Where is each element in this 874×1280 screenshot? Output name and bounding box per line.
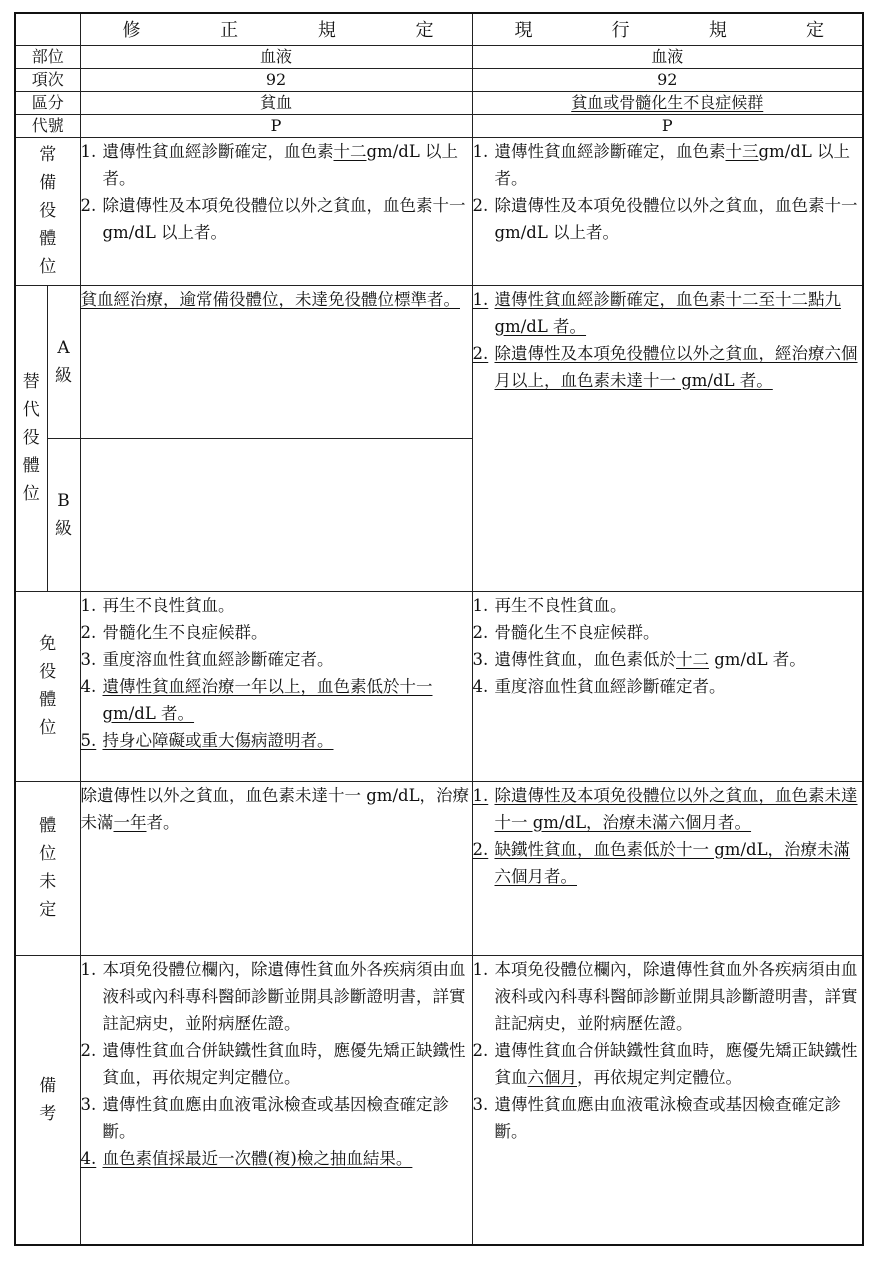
header-amended-char: 正 [220,20,239,42]
item-number: 1. [472,595,489,615]
item-underlined: 十二 [333,141,367,161]
alt-b-new [80,438,472,591]
item-text: 重度溶血性貧血經診斷確定者。 [102,649,334,669]
grade-a-label [47,285,80,438]
item-number: 2. [472,1040,489,1060]
item-text: gm/dL 者。 [709,649,806,669]
list-item [473,1091,863,1145]
item-number: 2. [80,195,97,215]
list-item [473,592,863,619]
item-number: 2. [80,1040,97,1060]
row-item [15,68,863,91]
item-underlined: 血色素值採最近一次體(複)檢之抽血結果。 [102,1148,413,1168]
row-label: 項次 [15,68,80,91]
item-number: 2. [472,622,489,642]
row-remarks [15,955,863,1245]
list-item [81,646,472,673]
exempt-old [472,591,863,781]
item-underlined: 遺傳性貧血經診斷確定，血色素十二至十二點九 gm/dL 者。 [494,289,841,336]
remarks-new [80,955,472,1245]
item-underlined: 持身心障礙或重大傷病證明者。 [102,730,334,750]
label-char: 役 [39,201,57,221]
item-number: 4. [80,676,97,696]
list-item [473,673,863,700]
label-char: 定 [39,900,57,920]
cell-new: 貧血 [80,91,472,114]
alt-old [472,285,863,591]
list-item [81,592,472,619]
item-text: 遺傳性貧血應由血液電泳檢查或基因檢查確定診斷。 [494,1094,841,1141]
item-number: 2. [472,343,489,363]
item-text: 本項免役體位欄內，除遺傳性貧血外各疾病須由血液科或內科專科醫師診斷並開具診斷證明書，詳實註記病史，並附病歷佐證。 [494,959,858,1033]
item-number: 5. [80,730,97,750]
grade-b-label [47,438,80,591]
regular-new [80,137,472,285]
cell-new: 92 [80,68,472,91]
list-item [81,619,472,646]
item-text: 遺傳性貧血經診斷確定，血色素 [494,141,726,161]
header-current-char: 行 [611,20,630,42]
header-corner [15,13,80,45]
list-item [81,192,472,246]
label-char: 級 [55,518,72,539]
row-code [15,114,863,137]
item-number: 3. [80,1094,97,1114]
label-char: 位 [39,257,57,277]
list-item [473,646,863,673]
item-text: 再生不良性貧血。 [102,595,235,615]
section-label-exempt [15,591,80,781]
item-underlined: 缺鐵性貧血，血色素低於十一 gm/dL，治療未滿六個月者。 [494,839,851,886]
item-text: gm/dL 以上者。 [494,141,851,188]
list-item [81,1091,472,1145]
list-item [81,727,472,754]
item-number: 3. [472,649,489,669]
remarks-old [472,955,863,1245]
item-number: 3. [472,1094,489,1114]
item-text: gm/dL 以上者。 [102,141,459,188]
label-char: 體 [22,456,40,476]
undetermined-old [472,781,863,955]
item-number: 3. [80,649,97,669]
row-undetermined [15,781,863,955]
item-number: 4. [472,676,489,696]
section-label-undetermined [15,781,80,955]
item-underlined: 除遺傳性及本項免役體位以外之貧血，經治療六個月以上，血色素未達十一 gm/dL 者。 [494,343,858,390]
label-char: 未 [39,872,57,892]
item-number: 1. [80,595,97,615]
item-number: 1. [80,141,97,161]
row-label: 部位 [15,45,80,68]
alt-a-new-text: 貧血經治療，逾常備役體位，未達免役體位標準者。 [80,289,460,309]
label-char: 體 [39,690,57,710]
label-char: 備 [39,173,57,193]
list-item [473,619,863,646]
item-number: 1. [80,959,97,979]
header-current-char: 定 [805,20,824,42]
label-char: 備 [39,1075,57,1096]
list-item [473,956,863,1037]
item-number: 2. [80,622,97,642]
cell-new: 血液 [80,45,472,68]
item-number: 4. [80,1148,97,1168]
item-number: 1. [472,785,489,805]
item-text: 除遺傳性及本項免役體位以外之貧血，血色素十一 gm/dL 以上者。 [494,195,858,242]
cell-new: P [80,114,472,137]
item-text: 遺傳性貧血應由血液電泳檢查或基因檢查確定診斷。 [102,1094,449,1141]
undetermined-new [80,781,472,955]
list-item [81,1145,472,1172]
item-text: 遺傳性貧血經診斷確定，血色素 [102,141,334,161]
label-char: 體 [39,229,57,249]
item-text: 遺傳性貧血，血色素低於 [494,649,676,669]
cell-old [472,91,863,114]
list-item [473,192,863,246]
header-amended-char: 定 [415,20,434,42]
item-text: 遺傳性貧血合併缺鐵性貧血時，應優先矯正缺鐵性貧血，再依規定判定體位。 [102,1040,466,1087]
section-label-remarks [15,955,80,1245]
item-underlined: 六個月 [527,1067,577,1087]
label-char: 役 [39,662,57,682]
label-char: 位 [39,718,57,738]
regular-old [472,137,863,285]
item-text: 除遺傳性以外之貧血，血色素未達十一 gm/dL，治療未滿 [80,785,470,832]
label-char: 常 [39,145,57,165]
label-char: 體 [39,816,57,836]
cell-old: P [472,114,863,137]
cell-old: 92 [472,68,863,91]
row-alt-a [15,285,863,438]
label-char: 位 [39,844,57,864]
comparison-table [14,12,864,1246]
section-label-regular [15,137,80,285]
item-underlined: 十二 [676,649,709,669]
item-number: 1. [472,141,489,161]
list-item [473,782,863,836]
list-item [81,138,472,192]
header-current [472,13,863,45]
item-text: 者。 [146,812,180,832]
item-underlined: 十三 [725,141,759,161]
item-underlined: 一年 [113,812,147,832]
item-underlined: 遺傳性貧血經治療一年以上，血色素低於十一 gm/dL 者。 [102,676,433,723]
section-label-alternative [15,285,47,591]
list-item [81,1037,472,1091]
list-item [473,836,863,890]
item-text: 骨髓化生不良症候群。 [494,622,660,642]
label-char: 替 [22,372,40,392]
alt-a-new [80,285,472,438]
label-char: B [57,490,70,511]
row-regular [15,137,863,285]
list-item [81,956,472,1037]
header-current-char: 現 [514,20,533,42]
item-number: 1. [472,289,489,309]
item-underlined: 除遺傳性及本項免役體位以外之貧血，血色素未達十一 gm/dL，治療未滿六個月者。 [494,785,858,832]
label-char: 免 [39,634,57,654]
item-number: 2. [472,195,489,215]
header-current-char: 規 [708,20,727,42]
header-amended-char: 規 [317,20,336,42]
list-item [473,1037,863,1091]
item-number: 1. [472,959,489,979]
label-char: 役 [22,428,40,448]
category-old-text: 貧血或骨髓化生不良症候群 [571,92,764,112]
row-category [15,91,863,114]
exempt-new [80,591,472,781]
header-amended [80,13,472,45]
header-row [15,13,863,45]
item-text: 重度溶血性貧血經診斷確定者。 [494,676,726,696]
label-char: 位 [22,484,40,504]
row-label: 代號 [15,114,80,137]
cell-old: 血液 [472,45,863,68]
list-item [473,138,863,192]
label-char: A [57,337,70,358]
item-text: 本項免役體位欄內，除遺傳性貧血外各疾病須由血液科或內科專科醫師診斷並開具診斷證明書，詳實註記病史，並附病歷佐證。 [102,959,466,1033]
item-text: 遺傳性貧血合併缺鐵性貧血時，應優先矯正缺鐵性貧血 [494,1040,858,1087]
list-item [473,286,863,340]
item-text: 再生不良性貧血。 [494,595,627,615]
item-text: 骨髓化生不良症候群。 [102,622,268,642]
item-text: 除遺傳性及本項免役體位以外之貧血，血色素十一 gm/dL 以上者。 [102,195,466,242]
row-exempt [15,591,863,781]
row-part [15,45,863,68]
list-item [473,340,863,394]
label-char: 代 [22,400,40,420]
item-number: 2. [472,839,489,859]
row-label: 區分 [15,91,80,114]
label-char: 級 [55,365,72,386]
header-amended-char: 修 [122,20,141,42]
item-text: ，再依規定判定體位。 [577,1067,742,1087]
label-char: 考 [39,1103,57,1124]
list-item [81,673,472,727]
